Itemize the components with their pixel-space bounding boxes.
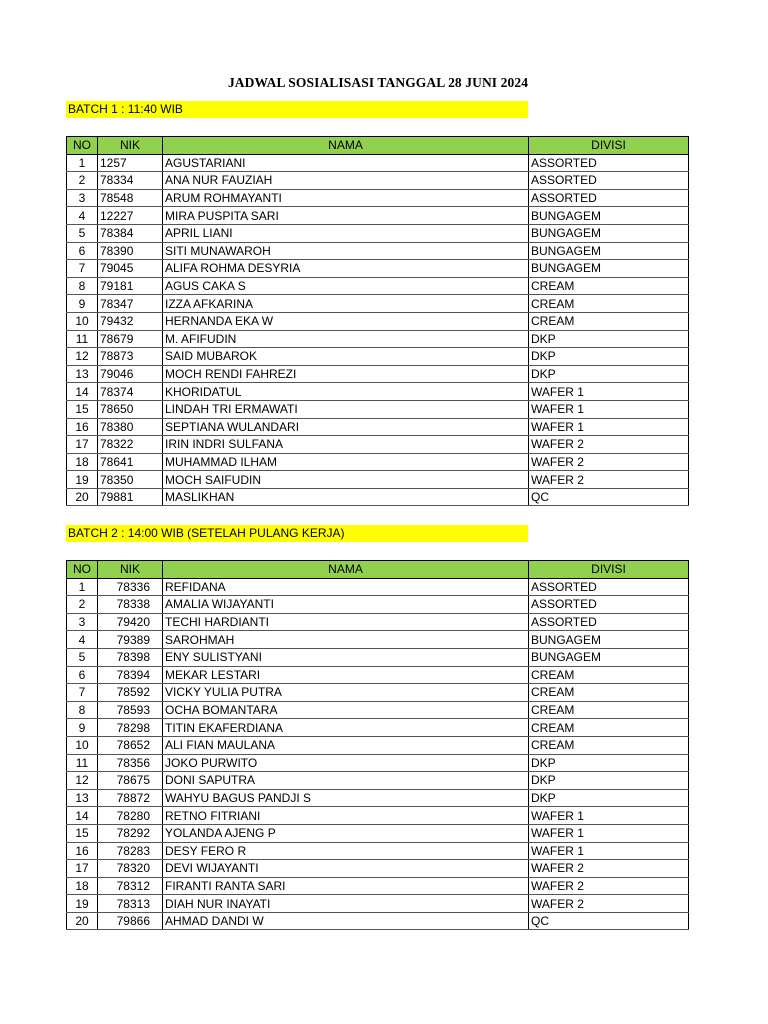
divisi-cell: QC bbox=[529, 488, 689, 506]
divisi-cell: DKP bbox=[529, 348, 689, 366]
nik-cell: 78679 bbox=[98, 330, 163, 348]
no-cell: 9 bbox=[67, 719, 98, 737]
table-row bbox=[67, 631, 689, 649]
divisi-cell: WAFER 1 bbox=[529, 807, 689, 825]
nama-cell: ALIFA ROHMA DESYRIA bbox=[163, 260, 529, 278]
nik-cell: 79046 bbox=[98, 365, 163, 383]
divisi-cell: BUNGAGEM bbox=[529, 207, 689, 225]
nama-cell: MIRA PUSPITA SARI bbox=[163, 207, 529, 225]
no-cell: 2 bbox=[67, 596, 98, 614]
divisi-cell: DKP bbox=[529, 330, 689, 348]
nik-cell: 78548 bbox=[98, 189, 163, 207]
divisi-cell: WAFER 2 bbox=[529, 436, 689, 454]
table-row bbox=[67, 154, 689, 172]
table-row bbox=[67, 418, 689, 436]
nik-cell: 78652 bbox=[98, 736, 163, 754]
table-header-row bbox=[67, 561, 689, 579]
nama-cell: VICKY YULIA PUTRA bbox=[163, 684, 529, 702]
nik-cell: 78374 bbox=[98, 383, 163, 401]
no-cell: 10 bbox=[67, 312, 98, 330]
nik-cell: 1257 bbox=[98, 154, 163, 172]
no-cell: 12 bbox=[67, 348, 98, 366]
header-nama: NAMA bbox=[163, 561, 529, 579]
no-cell: 1 bbox=[67, 578, 98, 596]
nik-cell: 78641 bbox=[98, 453, 163, 471]
nik-cell: 78380 bbox=[98, 418, 163, 436]
no-cell: 13 bbox=[67, 789, 98, 807]
nik-cell: 78322 bbox=[98, 436, 163, 454]
nik-cell: 79181 bbox=[98, 277, 163, 295]
table-row bbox=[67, 242, 689, 260]
header-no: NO bbox=[67, 137, 98, 155]
no-cell: 14 bbox=[67, 383, 98, 401]
nama-cell: APRIL LIANI bbox=[163, 224, 529, 242]
divisi-cell: CREAM bbox=[529, 295, 689, 313]
table-row bbox=[67, 295, 689, 313]
no-cell: 17 bbox=[67, 860, 98, 878]
no-cell: 15 bbox=[67, 400, 98, 418]
table-row bbox=[67, 842, 689, 860]
divisi-cell: WAFER 2 bbox=[529, 471, 689, 489]
header-divisi: DIVISI bbox=[529, 137, 689, 155]
no-cell: 4 bbox=[67, 207, 98, 225]
divisi-cell: BUNGAGEM bbox=[529, 631, 689, 649]
no-cell: 10 bbox=[67, 736, 98, 754]
nik-cell: 79881 bbox=[98, 488, 163, 506]
table-row bbox=[67, 330, 689, 348]
nik-cell: 78347 bbox=[98, 295, 163, 313]
no-cell: 18 bbox=[67, 877, 98, 895]
nama-cell: TECHI HARDIANTI bbox=[163, 613, 529, 631]
page-title: JADWAL SOSIALISASI TANGGAL 28 JUNI 2024 bbox=[227, 75, 529, 90]
table-row bbox=[67, 719, 689, 737]
nik-cell: 78675 bbox=[98, 772, 163, 790]
nik-cell: 78390 bbox=[98, 242, 163, 260]
nama-cell: KHORIDATUL bbox=[163, 383, 529, 401]
divisi-cell: ASSORTED bbox=[529, 578, 689, 596]
no-cell: 16 bbox=[67, 842, 98, 860]
table-row bbox=[67, 895, 689, 913]
nik-cell: 12227 bbox=[98, 207, 163, 225]
nama-cell: ALI FIAN MAULANA bbox=[163, 736, 529, 754]
nama-cell: AHMAD DANDI W bbox=[163, 912, 529, 930]
table-header-row bbox=[67, 137, 689, 155]
no-cell: 11 bbox=[67, 754, 98, 772]
no-cell: 13 bbox=[67, 365, 98, 383]
divisi-cell: CREAM bbox=[529, 736, 689, 754]
divisi-cell: WAFER 2 bbox=[529, 877, 689, 895]
nama-cell: DONI SAPUTRA bbox=[163, 772, 529, 790]
no-cell: 6 bbox=[67, 666, 98, 684]
nama-cell: IRIN INDRI SULFANA bbox=[163, 436, 529, 454]
divisi-cell: BUNGAGEM bbox=[529, 224, 689, 242]
table-row bbox=[67, 912, 689, 930]
no-cell: 9 bbox=[67, 295, 98, 313]
table-row bbox=[67, 772, 689, 790]
nik-cell: 79432 bbox=[98, 312, 163, 330]
nama-cell: RETNO FITRIANI bbox=[163, 807, 529, 825]
nama-cell: OCHA BOMANTARA bbox=[163, 701, 529, 719]
nama-cell: ANA NUR FAUZIAH bbox=[163, 172, 529, 190]
nama-cell: YOLANDA AJENG P bbox=[163, 824, 529, 842]
divisi-cell: ASSORTED bbox=[529, 172, 689, 190]
table-row bbox=[67, 277, 689, 295]
nama-cell: MUHAMMAD ILHAM bbox=[163, 453, 529, 471]
batch-2-rows bbox=[67, 578, 689, 930]
no-cell: 3 bbox=[67, 189, 98, 207]
nik-cell: 78593 bbox=[98, 701, 163, 719]
divisi-cell: BUNGAGEM bbox=[529, 648, 689, 666]
batch-2-label: BATCH 2 : 14:00 WIB (SETELAH PULANG KERJA) bbox=[66, 525, 528, 542]
divisi-cell: ASSORTED bbox=[529, 154, 689, 172]
table-row bbox=[67, 365, 689, 383]
batch-1-rows bbox=[67, 154, 689, 506]
divisi-cell: WAFER 2 bbox=[529, 895, 689, 913]
table-row bbox=[67, 207, 689, 225]
nama-cell: DESY FERO R bbox=[163, 842, 529, 860]
no-cell: 19 bbox=[67, 895, 98, 913]
table-row bbox=[67, 807, 689, 825]
table-row bbox=[67, 436, 689, 454]
nama-cell: AGUSTARIANI bbox=[163, 154, 529, 172]
no-cell: 19 bbox=[67, 471, 98, 489]
nama-cell: SAROHMAH bbox=[163, 631, 529, 649]
nama-cell: SAID MUBAROK bbox=[163, 348, 529, 366]
no-cell: 5 bbox=[67, 648, 98, 666]
table-row bbox=[67, 860, 689, 878]
nama-cell: MASLIKHAN bbox=[163, 488, 529, 506]
no-cell: 8 bbox=[67, 277, 98, 295]
table-row bbox=[67, 488, 689, 506]
table-row bbox=[67, 824, 689, 842]
nik-cell: 78592 bbox=[98, 684, 163, 702]
divisi-cell: WAFER 1 bbox=[529, 418, 689, 436]
nik-cell: 78384 bbox=[98, 224, 163, 242]
nik-cell: 78312 bbox=[98, 877, 163, 895]
divisi-cell: DKP bbox=[529, 789, 689, 807]
batch-2-table bbox=[66, 560, 689, 930]
nama-cell: JOKO PURWITO bbox=[163, 754, 529, 772]
nama-cell: SEPTIANA WULANDARI bbox=[163, 418, 529, 436]
nama-cell: AGUS CAKA S bbox=[163, 277, 529, 295]
nik-cell: 78350 bbox=[98, 471, 163, 489]
divisi-cell: WAFER 1 bbox=[529, 400, 689, 418]
divisi-cell: ASSORTED bbox=[529, 596, 689, 614]
no-cell: 3 bbox=[67, 613, 98, 631]
divisi-cell: WAFER 1 bbox=[529, 824, 689, 842]
divisi-cell: WAFER 2 bbox=[529, 860, 689, 878]
nik-cell: 78334 bbox=[98, 172, 163, 190]
divisi-cell: CREAM bbox=[529, 312, 689, 330]
table-row bbox=[67, 471, 689, 489]
nik-cell: 79045 bbox=[98, 260, 163, 278]
divisi-cell: QC bbox=[529, 912, 689, 930]
nik-cell: 79389 bbox=[98, 631, 163, 649]
nik-cell: 78283 bbox=[98, 842, 163, 860]
nama-cell: M. AFIFUDIN bbox=[163, 330, 529, 348]
no-cell: 16 bbox=[67, 418, 98, 436]
no-cell: 8 bbox=[67, 701, 98, 719]
divisi-cell: CREAM bbox=[529, 277, 689, 295]
table-row bbox=[67, 400, 689, 418]
no-cell: 12 bbox=[67, 772, 98, 790]
table-row bbox=[67, 789, 689, 807]
divisi-cell: WAFER 1 bbox=[529, 383, 689, 401]
nik-cell: 78292 bbox=[98, 824, 163, 842]
nik-cell: 79866 bbox=[98, 912, 163, 930]
table-row bbox=[67, 453, 689, 471]
header-nik: NIK bbox=[98, 561, 163, 579]
divisi-cell: BUNGAGEM bbox=[529, 260, 689, 278]
no-cell: 17 bbox=[67, 436, 98, 454]
table-row bbox=[67, 189, 689, 207]
no-cell: 4 bbox=[67, 631, 98, 649]
nama-cell: HERNANDA EKA W bbox=[163, 312, 529, 330]
nama-cell: REFIDANA bbox=[163, 578, 529, 596]
table-row bbox=[67, 224, 689, 242]
table-row bbox=[67, 666, 689, 684]
nama-cell: MOCH SAIFUDIN bbox=[163, 471, 529, 489]
table-row bbox=[67, 736, 689, 754]
nama-cell: WAHYU BAGUS PANDJI S bbox=[163, 789, 529, 807]
table-row bbox=[67, 596, 689, 614]
no-cell: 7 bbox=[67, 684, 98, 702]
divisi-cell: WAFER 1 bbox=[529, 842, 689, 860]
nik-cell: 78398 bbox=[98, 648, 163, 666]
nik-cell: 78356 bbox=[98, 754, 163, 772]
table-row bbox=[67, 348, 689, 366]
divisi-cell: DKP bbox=[529, 754, 689, 772]
table-row bbox=[67, 260, 689, 278]
no-cell: 14 bbox=[67, 807, 98, 825]
table-row bbox=[67, 754, 689, 772]
table-row bbox=[67, 648, 689, 666]
divisi-cell: ASSORTED bbox=[529, 613, 689, 631]
table-row bbox=[67, 701, 689, 719]
batch-1-label: BATCH 1 : 11:40 WIB bbox=[66, 101, 528, 118]
nik-cell: 78650 bbox=[98, 400, 163, 418]
nik-cell: 78394 bbox=[98, 666, 163, 684]
no-cell: 15 bbox=[67, 824, 98, 842]
table-row bbox=[67, 684, 689, 702]
nama-cell: IZZA AFKARINA bbox=[163, 295, 529, 313]
nama-cell: MOCH RENDI FAHREZI bbox=[163, 365, 529, 383]
table-row bbox=[67, 312, 689, 330]
no-cell: 1 bbox=[67, 154, 98, 172]
divisi-cell: CREAM bbox=[529, 719, 689, 737]
nama-cell: AMALIA WIJAYANTI bbox=[163, 596, 529, 614]
table-row bbox=[67, 877, 689, 895]
divisi-cell: CREAM bbox=[529, 684, 689, 702]
header-nama: NAMA bbox=[163, 137, 529, 155]
divisi-cell: DKP bbox=[529, 365, 689, 383]
nik-cell: 78313 bbox=[98, 895, 163, 913]
divisi-cell: CREAM bbox=[529, 701, 689, 719]
table-row bbox=[67, 172, 689, 190]
nama-cell: LINDAH TRI ERMAWATI bbox=[163, 400, 529, 418]
nik-cell: 78298 bbox=[98, 719, 163, 737]
divisi-cell: ASSORTED bbox=[529, 189, 689, 207]
header-no: NO bbox=[67, 561, 98, 579]
nama-cell: TITIN EKAFERDIANA bbox=[163, 719, 529, 737]
nama-cell: DEVI WIJAYANTI bbox=[163, 860, 529, 878]
nama-cell: FIRANTI RANTA SARI bbox=[163, 877, 529, 895]
divisi-cell: CREAM bbox=[529, 666, 689, 684]
no-cell: 2 bbox=[67, 172, 98, 190]
no-cell: 18 bbox=[67, 453, 98, 471]
nik-cell: 78873 bbox=[98, 348, 163, 366]
nik-cell: 78336 bbox=[98, 578, 163, 596]
batch-1-table bbox=[66, 136, 689, 506]
table-row bbox=[67, 578, 689, 596]
nik-cell: 78280 bbox=[98, 807, 163, 825]
nama-cell: MEKAR LESTARI bbox=[163, 666, 529, 684]
nik-cell: 78338 bbox=[98, 596, 163, 614]
header-nik: NIK bbox=[98, 137, 163, 155]
divisi-cell: WAFER 2 bbox=[529, 453, 689, 471]
nama-cell: DIAH NUR INAYATI bbox=[163, 895, 529, 913]
no-cell: 6 bbox=[67, 242, 98, 260]
no-cell: 11 bbox=[67, 330, 98, 348]
header-divisi: DIVISI bbox=[529, 561, 689, 579]
nama-cell: ENY SULISTYANI bbox=[163, 648, 529, 666]
divisi-cell: BUNGAGEM bbox=[529, 242, 689, 260]
nik-cell: 78872 bbox=[98, 789, 163, 807]
nik-cell: 78320 bbox=[98, 860, 163, 878]
no-cell: 20 bbox=[67, 488, 98, 506]
nama-cell: SITI MUNAWAROH bbox=[163, 242, 529, 260]
table-row bbox=[67, 613, 689, 631]
table-row bbox=[67, 383, 689, 401]
divisi-cell: DKP bbox=[529, 772, 689, 790]
no-cell: 5 bbox=[67, 224, 98, 242]
nama-cell: ARUM ROHMAYANTI bbox=[163, 189, 529, 207]
no-cell: 7 bbox=[67, 260, 98, 278]
no-cell: 20 bbox=[67, 912, 98, 930]
nik-cell: 79420 bbox=[98, 613, 163, 631]
